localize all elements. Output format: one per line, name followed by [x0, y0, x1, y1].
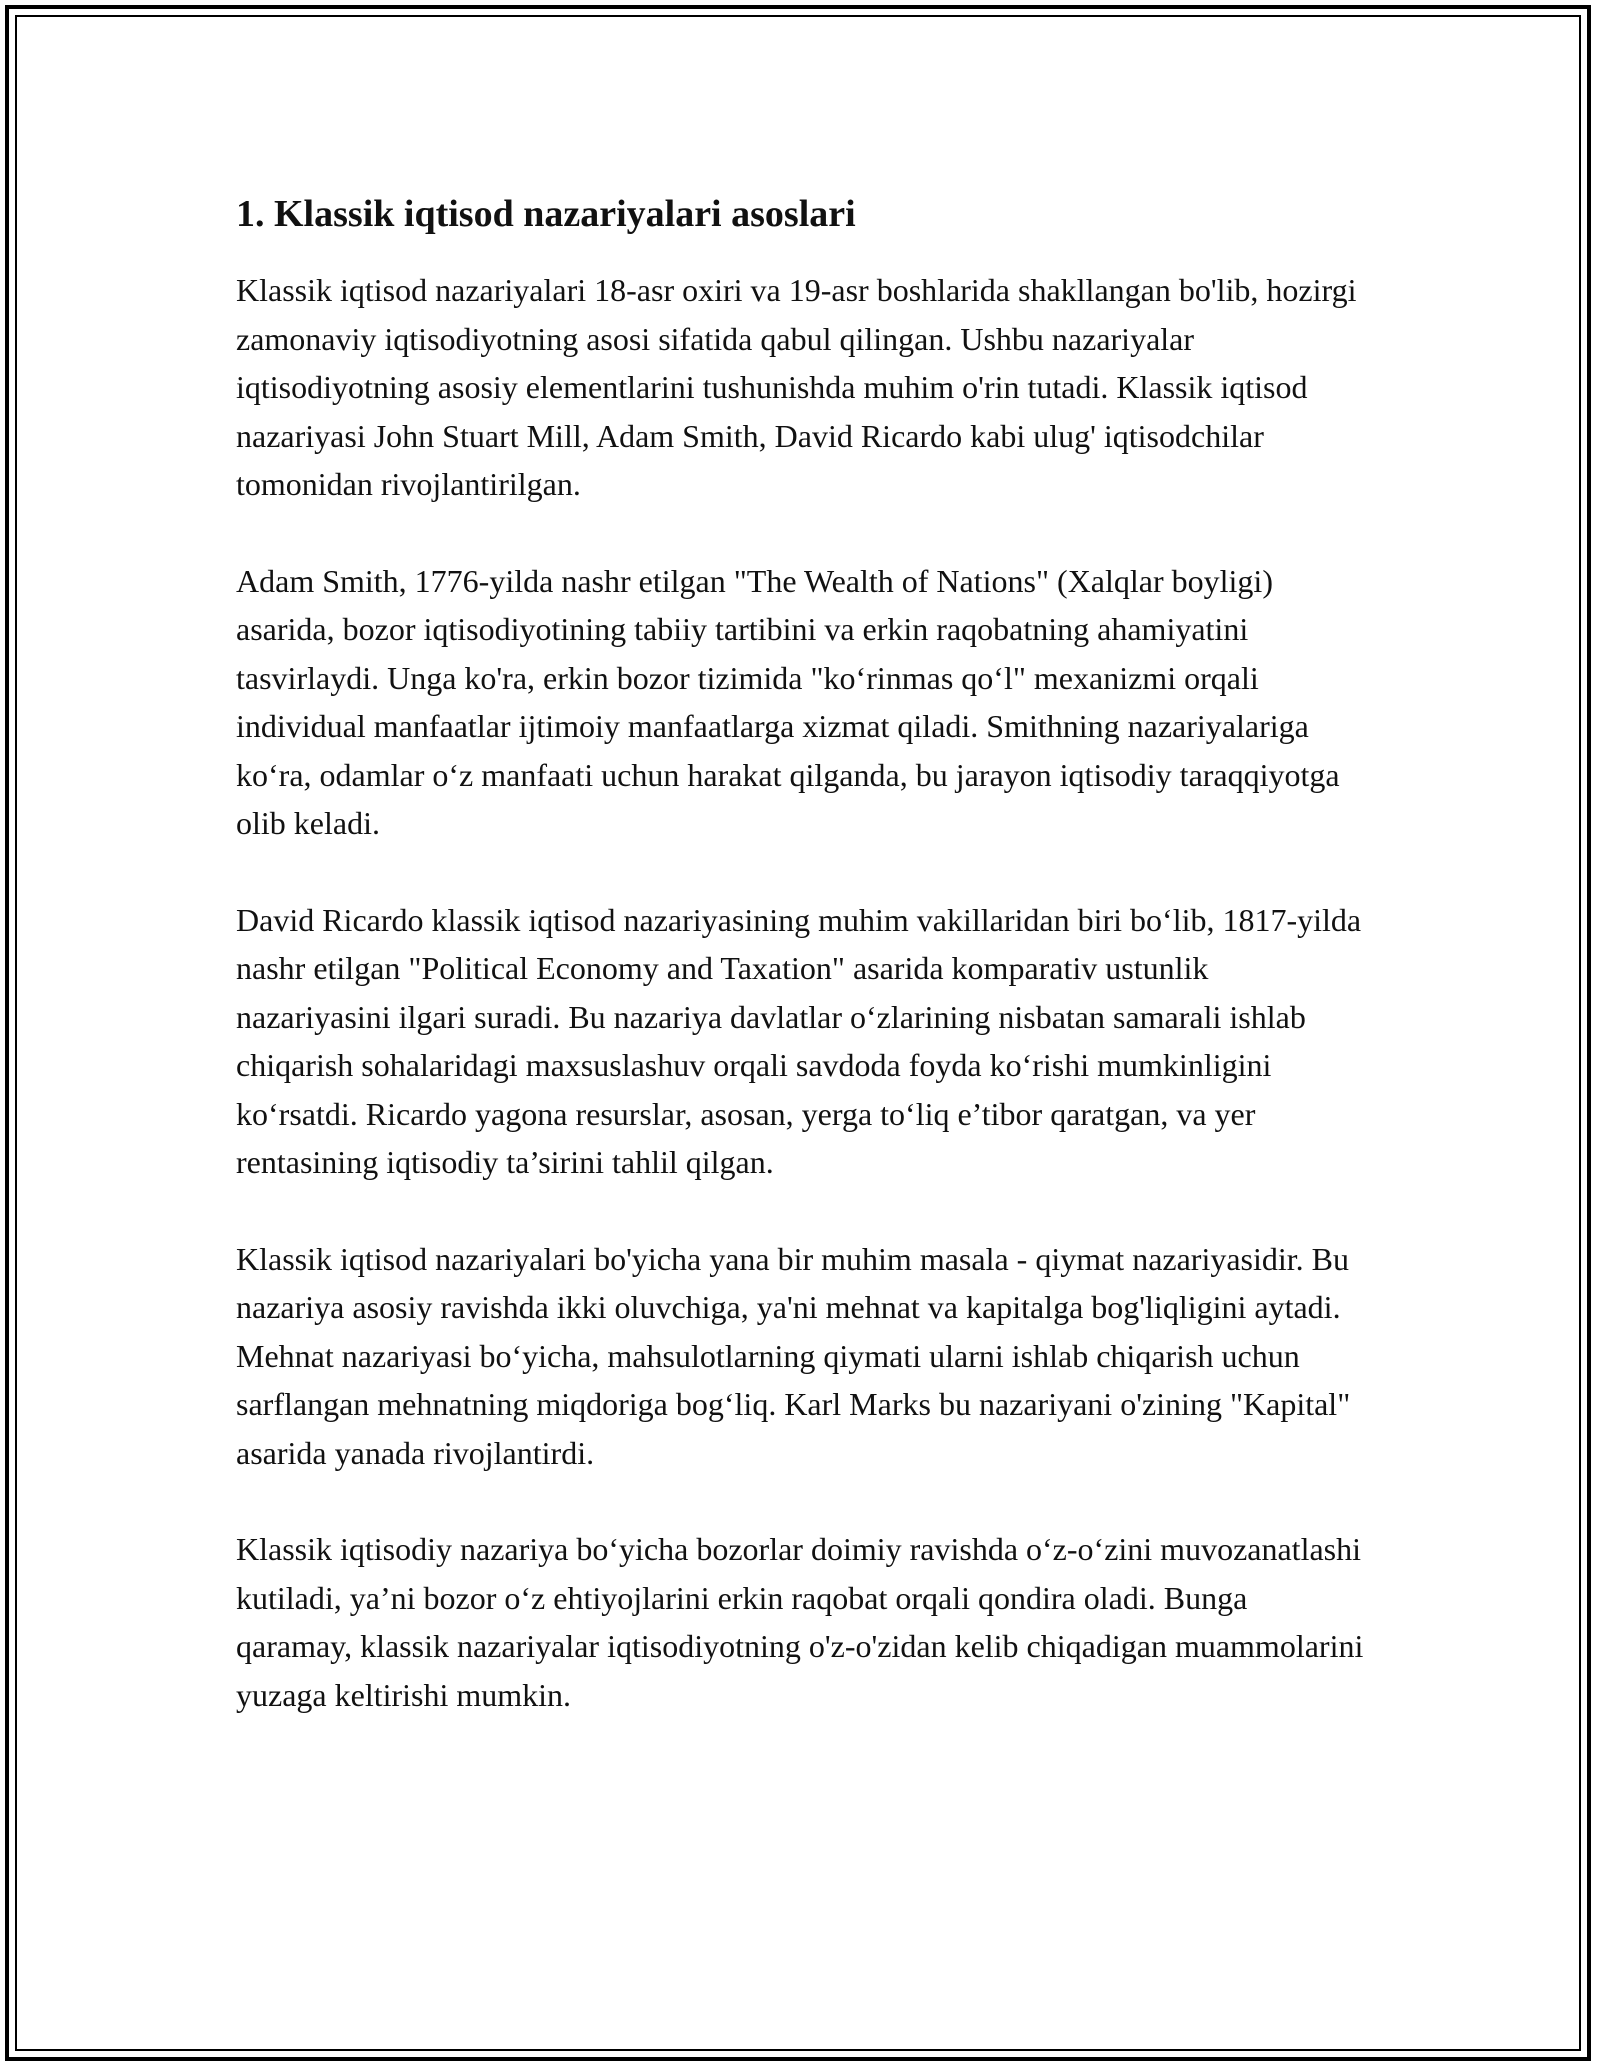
document-body — [236, 188, 1366, 1767]
paragraph-value-theory: Klassik iqtisod nazariyalari bo'yicha yana bir muhim masala - qiymat nazariyasidir. Bu nazariya asosiy ravishda ikki oluvchiga, ya'ni mehnat va kapitalga bog'liqligini aytadi. Mehnat nazariyasi bo‘yicha, mahsulotlarning qiymati ularni ishlab chiqarish uchun sarflangan mehnatning miqdoriga bog‘liq. Karl Marks bu nazariyani o'zining "Kapital" asarida yanada rivojlantirdi. — [236, 1240, 1351, 1471]
paragraph-david-ricardo: David Ricardo klassik iqtisod nazariyasining muhim vakillaridan biri bo‘lib, 1817-yilda nashr etilgan "Political Economy and Taxation" asarida komparativ ustunlik nazariyasini ilgari suradi. Bu nazariya davlatlar o‘zlarining nisbatan samarali ishlab chiqarish sohalaridagi maxsuslashuv orqali savdoda foyda ko‘rishi mumkinligini ko‘rsatdi. Ricardo yagona resurslar, asosan, yerga to‘liq e’tibor qaratgan, va yer rentasining iqtisodiy ta’sirini tahlil qilgan. — [236, 901, 1362, 1180]
paragraph-intro: Klassik iqtisod nazariyalari 18-asr oxiri va 19-asr boshlarida shakllangan bo'lib, hozirgi zamonaviy iqtisodiyotning asosi sifatida qabul qilingan. Ushbu nazariyalar iqtisodiyotning asosiy elementlarini tushunishda muhim o'rin tutadi. Klassik iqtisod nazariyasi John Stuart Mill, Adam Smith, David Ricardo kabi ulug' iqtisodchilar tomonidan rivojlantirilgan. — [236, 272, 1357, 502]
paragraph-market-equilibrium: Klassik iqtisodiy nazariya bo‘yicha bozorlar doimiy ravishda o‘z-o‘zini muvozanatlashi kutiladi, ya’ni bozor o‘z ehtiyojlarini erkin raqobat orqali qondira oladi. Bunga qaramay, klassik nazariyalar iqtisodiyotning o'z-o'zidan kelib chiqadigan muammolarini yuzaga keltirishi mumkin. — [236, 1531, 1364, 1713]
paragraph-adam-smith: Adam Smith, 1776-yilda nashr etilgan "The Wealth of Nations" (Xalqlar boyligi) asarida, bozor iqtisodiyotining tabiiy tartibini va erkin raqobatning ahamiyatini tasvirlaydi. Unga ko'ra, erkin bozor tizimida "ko‘rinmas qo‘l" mexanizmi orqali individual manfaatlar ijtimoiy manfaatlarga xizmat qiladi. Smithning nazariyalariga ko‘ra, odamlar o‘z manfaati uchun harakat qilganda, bu jarayon iqtisodiy taraqqiyotga olib keladi. — [236, 562, 1340, 841]
section-heading: 1. Klassik iqtisod nazariyalari asoslari — [236, 193, 856, 235]
